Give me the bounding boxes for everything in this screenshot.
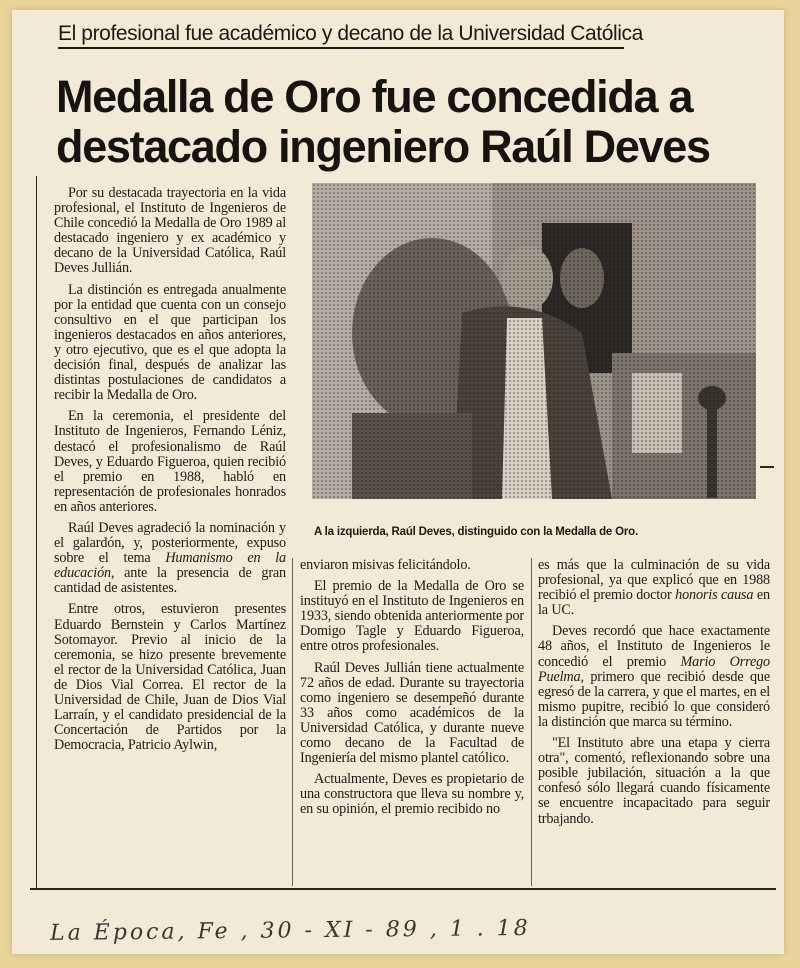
text-run: Raúl Deves agradeció la nominación y el galardón, y, posteriormente, expuso sobre el tema xyxy=(54,519,286,567)
article-column-2 xyxy=(300,558,524,824)
bottom-rule xyxy=(30,888,776,890)
paragraph: Por su destacada trayectoria en la vida profesional, el Instituto de Ingenieros de Chile concedió la Medalla de Oro 1989 al destacado ingeniero y ex académico y decano de la Universidad Católica, Raúl Deves Jullián. xyxy=(54,185,286,277)
article-column-3 xyxy=(538,558,770,833)
italic-title: Humanismo en la educación xyxy=(54,550,286,582)
italic-title: Mario Orrego Puelma xyxy=(538,653,770,685)
photo-caption: A la izquierda, Raúl Deves, distinguido con la Medalla de Oro. xyxy=(314,526,638,538)
paragraph: enviaron misivas felicitándolo. xyxy=(300,557,471,573)
paragraph xyxy=(538,558,770,618)
paragraph xyxy=(54,521,286,596)
headline-line-1: Medalla de Oro fue concedida a xyxy=(56,71,693,122)
handwritten-source-note: La Época, Fe , 30 - XI - 89 , 1 . 18 xyxy=(49,915,531,946)
headline xyxy=(56,72,756,172)
paragraph: En la ceremonia, el presidente del Instituto de Ingenieros, Fernando Léniz, destacó el profesionalismo de Raúl Deves, y Eduardo Figueroa, quien recibió el premio en 1988, habló en representación de profesionales honrados en años anteriores. xyxy=(54,408,286,515)
italic-title: honoris causa xyxy=(675,587,754,604)
paragraph xyxy=(538,624,770,730)
paragraph: El premio de la Medalla de Oro se instituyó en el Instituto de Ingenieros en 1933, siendo obtenida anteriormente por Domigo Tagle y Eduardo Figueroa, entre otros profesionales. xyxy=(300,578,524,655)
kicker-subheading: El profesional fue académico y decano de la Universidad Católica xyxy=(58,22,624,49)
paragraph: Actualmente, Deves es propietario de una constructora que lleva su nombre y, en su opinión, el premio recibido no xyxy=(300,771,524,818)
photo-tick-mark xyxy=(760,466,774,468)
column-divider xyxy=(292,558,293,886)
column-divider xyxy=(531,558,532,886)
text-run: es más que la culminación de su vida profesional, ya que explicó que en 1988 recibió el premio doctor xyxy=(538,557,770,604)
paragraph: La distinción es entregada anualmente por la entidad que cuenta con un consejo consultivo en el que participan los ingenieros destacados en años anteriores, y otro ejecutivo, que es el que adopta la decisión final, después de analizar las distintas postulaciones de candidatos a recibir la Medalla de Oro. xyxy=(54,281,286,404)
left-border-rule xyxy=(36,176,37,888)
paragraph: "El Instituto abre una etapa y cierra otra", comentó, reflexionando sobre una posible jubilación, situación a la que confesó sólo llegará cuando físicamente se encuentre incapacitado para seguir trbajando. xyxy=(538,735,770,827)
photo-raul-deves xyxy=(312,183,756,499)
headline-line-2: destacado ingeniero Raúl Deves xyxy=(56,121,710,172)
paragraph: Raúl Deves Jullián tiene actualmente 72 años de edad. Durante su trayectoria como ingeniero se desempeñó durante 33 años como académicos de la Universidad Católica, y durante nueve como decano de la Facultad de Ingeniería del mismo plantel católico. xyxy=(300,659,524,767)
article-photo xyxy=(312,183,756,499)
paragraph: Entre otros, estuvieron presentes Eduardo Bernstein y Carlos Martínez Sotomayor. Previo al inicio de la ceremonia, se hizo presente brevemente el rector de la Universidad Católica, Juan de Dios Vial Correa. El rector de la Universidad de Chile, Juan de Dios Vial Larraín, y el candidato presidencial de la Concertación de Partidos por la Democracia, Patricio Aylwin, xyxy=(54,601,286,754)
text-run: , ante la presencia de gran cantidad de asistentes. xyxy=(54,565,286,597)
text-run: , primero que recibió desde que egresó de la carrera, y que el martes, en el mismo pupitre, recibió lo que consideró la distinción que marca su término. xyxy=(538,668,770,730)
article-column-1 xyxy=(54,186,286,759)
text-run: en la UC. xyxy=(538,587,770,619)
text-run: Deves recordó que hace exactamente 48 años, el Instituto de Ingenieros le concedió el premio xyxy=(538,623,770,670)
